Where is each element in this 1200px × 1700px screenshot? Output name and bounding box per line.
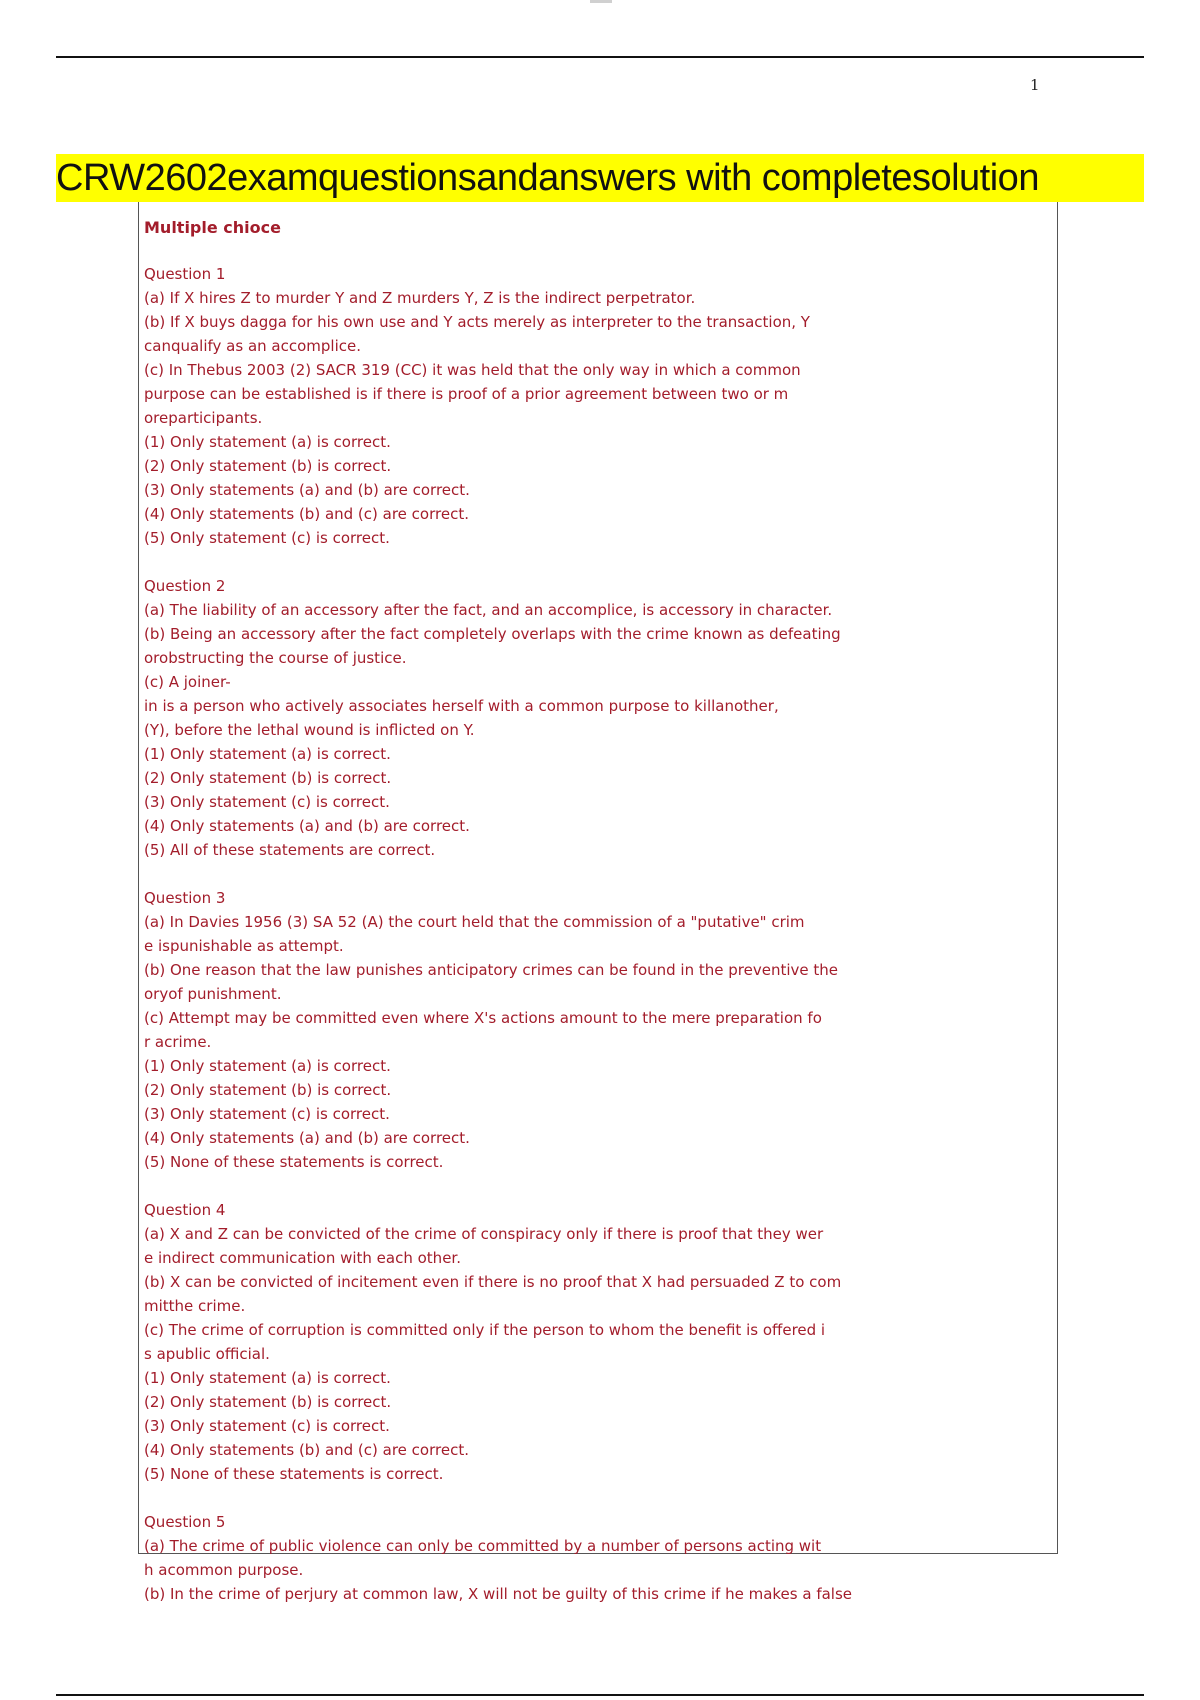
question-line: (a) X and Z can be convicted of the crime of conspiracy only if there is proof that they wer <box>144 1225 824 1243</box>
question-line: s apublic official. <box>144 1345 270 1363</box>
question-line: (4) Only statements (a) and (b) are correct. <box>144 817 470 835</box>
question-line: (1) Only statement (a) is correct. <box>144 1057 391 1075</box>
question-line: (b) If X buys dagga for his own use and Y acts merely as interpreter to the transaction, Y <box>144 313 810 331</box>
question-line: oreparticipants. <box>144 409 263 427</box>
question-line: (2) Only statement (b) is correct. <box>144 1081 392 1099</box>
question-line: e indirect communication with each other. <box>144 1249 461 1267</box>
question-line: in is a person who actively associates herself with a common purpose to killanother, <box>144 697 779 715</box>
document-body <box>144 212 964 1630</box>
top-edge-mark <box>590 0 612 3</box>
question-block <box>144 262 964 550</box>
question-line: (2) Only statement (b) is correct. <box>144 1393 392 1411</box>
footer-rule <box>56 1694 1144 1696</box>
question-line: r acrime. <box>144 1033 212 1051</box>
section-heading: Multiple chioce <box>144 218 281 237</box>
question-line: (4) Only statements (b) and (c) are correct. <box>144 1441 469 1459</box>
question-line: e ispunishable as attempt. <box>144 937 344 955</box>
page-number: 1 <box>1030 76 1040 94</box>
question-line: h acommon purpose. <box>144 1561 304 1579</box>
question-line: (c) Attempt may be committed even where X's actions amount to the mere preparation fo <box>144 1009 822 1027</box>
question-line: (b) X can be convicted of incitement even if there is no proof that X had persuaded Z to com <box>144 1273 842 1291</box>
question-block <box>144 1510 964 1606</box>
question-block <box>144 886 964 1174</box>
question-line: (b) In the crime of perjury at common law, X will not be guilty of this crime if he makes a false <box>144 1585 853 1603</box>
question-title: Question 1 <box>144 265 226 283</box>
question-line: mitthe crime. <box>144 1297 246 1315</box>
question-line: (b) Being an accessory after the fact completely overlaps with the crime known as defeating <box>144 625 841 643</box>
header-rule <box>56 56 1144 58</box>
question-title: Question 4 <box>144 1201 226 1219</box>
question-line: (c) In Thebus 2003 (2) SACR 319 (CC) it was held that the only way in which a common <box>144 361 801 379</box>
question-line: (3) Only statements (a) and (b) are correct. <box>144 481 470 499</box>
question-title: Question 2 <box>144 577 226 595</box>
question-title: Question 5 <box>144 1513 226 1531</box>
question-line: (3) Only statement (c) is correct. <box>144 793 390 811</box>
question-line: (2) Only statement (b) is correct. <box>144 457 392 475</box>
question-line: orobstructing the course of justice. <box>144 649 407 667</box>
question-line: (a) The crime of public violence can only be committed by a number of persons acting wit <box>144 1537 822 1555</box>
question-line: (4) Only statements (b) and (c) are correct. <box>144 505 469 523</box>
question-line: (5) All of these statements are correct. <box>144 841 436 859</box>
question-line: (1) Only statement (a) is correct. <box>144 745 391 763</box>
question-line: (a) In Davies 1956 (3) SA 52 (A) the court held that the commission of a "putative" crim <box>144 913 805 931</box>
document-title: CRW2602examquestionsandanswers with completesolution <box>56 154 1144 202</box>
question-block <box>144 1198 964 1486</box>
question-line: (c) The crime of corruption is committed only if the person to whom the benefit is offered i <box>144 1321 826 1339</box>
question-line: (5) Only statement (c) is correct. <box>144 529 390 547</box>
question-line: (c) A joiner- <box>144 673 231 691</box>
question-line: (a) The liability of an accessory after the fact, and an accomplice, is accessory in character. <box>144 601 833 619</box>
question-line: (4) Only statements (a) and (b) are correct. <box>144 1129 470 1147</box>
question-line: (2) Only statement (b) is correct. <box>144 769 392 787</box>
question-line: (Y), before the lethal wound is inflicted on Y. <box>144 721 475 739</box>
question-line: (5) None of these statements is correct. <box>144 1153 444 1171</box>
question-line: (3) Only statement (c) is correct. <box>144 1417 390 1435</box>
question-line: (a) If X hires Z to murder Y and Z murders Y, Z is the indirect perpetrator. <box>144 289 696 307</box>
question-line: purpose can be established is if there is proof of a prior agreement between two or m <box>144 385 789 403</box>
question-line: (1) Only statement (a) is correct. <box>144 1369 391 1387</box>
question-line: (5) None of these statements is correct. <box>144 1465 444 1483</box>
question-list <box>144 262 964 1606</box>
question-block <box>144 574 964 862</box>
question-line: (1) Only statement (a) is correct. <box>144 433 391 451</box>
question-line: (b) One reason that the law punishes anticipatory crimes can be found in the preventive the <box>144 961 838 979</box>
question-title: Question 3 <box>144 889 226 907</box>
question-line: canqualify as an accomplice. <box>144 337 361 355</box>
question-line: oryof punishment. <box>144 985 282 1003</box>
question-line: (3) Only statement (c) is correct. <box>144 1105 390 1123</box>
